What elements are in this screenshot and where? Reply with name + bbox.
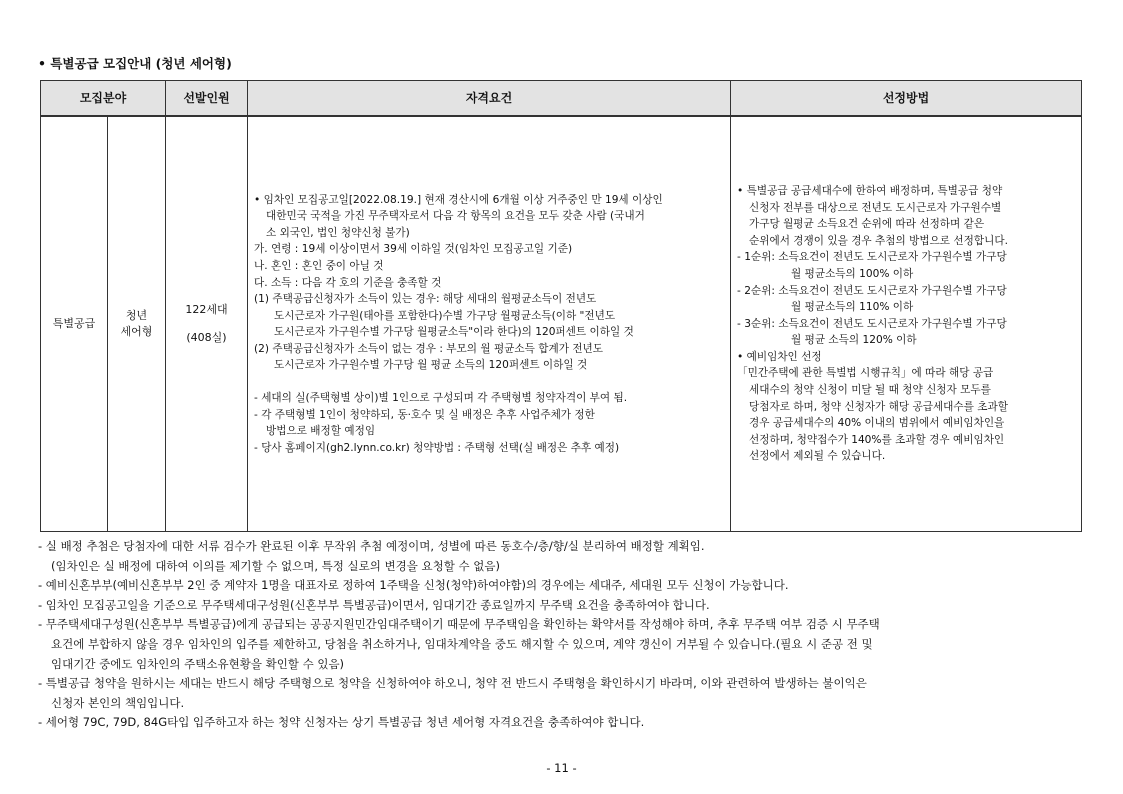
header-count: 선발인원 — [166, 81, 248, 117]
units-count: 122세대 — [185, 303, 228, 316]
note-line: (임차인은 실 배정에 대하여 이의를 제기할 수 없으며, 특정 실로의 변경을 요청할 수 없음) — [51, 558, 500, 573]
requirement-line: 다. 소득 : 다음 각 호의 기준을 충족할 것 — [254, 276, 442, 289]
requirement-line: 도시근로자 가구원수별 가구당 월평균소득"이라 한다)의 120퍼센트 이하일 것 — [274, 326, 634, 339]
note-line: - 세어형 79C, 79D, 84G타입 입주하고자 하는 청약 신청자는 상기 특별공급 청년 세어형 자격요건을 충족하여야 합니다. — [38, 715, 645, 730]
selection-line: 경우 공급세대수의 40% 이내의 범위에서 예비임차인을 — [749, 417, 1005, 430]
selection-line: - 3순위: 소득요건이 전년도 도시근로자 가구원수별 가구당 — [737, 317, 1007, 330]
recruitment-table — [40, 80, 1082, 532]
selection-line: • 특별공급 공급세대수에 한하여 배정하며, 특별공급 청약 — [737, 184, 1003, 197]
requirement-line: - 세대의 실(주택형별 상이)별 1인으로 구성되며 각 주택형별 청약자격이 부여 됨. — [254, 392, 628, 405]
requirement-line: 대한민국 국적을 가진 무주택자로서 다음 각 항목의 요건을 모두 갖춘 사람 (국내거 — [266, 210, 645, 223]
table-row — [41, 116, 1082, 532]
requirement-line: 나. 혼인 : 혼인 중이 아닐 것 — [254, 259, 384, 272]
requirement-line: - 당사 홈페이지(gh2.lynn.co.kr) 청약방법 : 주택형 선택(실 배정은 추후 예정) — [254, 441, 620, 454]
selection-line: 월 평균소득의 100% 이하 — [791, 267, 914, 280]
note-line: - 특별공급 청약을 원하시는 세대는 반드시 해당 주택형으로 청약을 신청하여야 하오니, 청약 전 반드시 주택형을 확인하시기 바라며, 이와 관련하여 발생하는 불이익은 — [38, 676, 867, 691]
selection-line: 순위에서 경쟁이 있을 경우 추첨의 방법으로 선정합니다. — [749, 234, 1008, 247]
selection-line: 신청자 전부를 대상으로 전년도 도시근로자 가구원수별 — [749, 201, 1002, 214]
note-line: 요건에 부합하지 않을 경우 임차인의 입주를 제한하고, 당첨을 취소하거나, 임대차계약을 중도 해지할 수 있으며, 계약 갱신이 거부될 수 있습니다.(필요 시 준공 전 및 — [51, 636, 873, 651]
note-line: 임대기간 중에도 임차인의 주택소유현황을 확인할 수 있음) — [51, 656, 345, 671]
requirement-line: 방법으로 배정할 예정임 — [266, 425, 376, 438]
subcategory-line-2: 세어형 — [120, 325, 153, 338]
subcategory-line-1: 청년 — [125, 309, 148, 322]
selection-line: - 2순위: 소득요건이 전년도 도시근로자 가구원수별 가구당 — [737, 284, 1007, 297]
category-cell — [41, 116, 108, 532]
note-line: 신청자 본인의 책임입니다. — [51, 695, 185, 710]
note-line: - 무주택세대구성원(신혼부부 특별공급)에게 공급되는 공공지원민간임대주택이기 때문에 무주택임을 확인하는 확약서를 작성해야 하며, 추후 무주택 여부 검증 시 무주택 — [38, 617, 880, 632]
requirement-line: • 임차인 모집공고일[2022.08.19.] 현재 경산시에 6개월 이상 거주중인 만 19세 이상인 — [254, 193, 663, 206]
selection-cell — [731, 116, 1082, 532]
table-header-row — [41, 81, 1082, 117]
selection-line: 당첨자로 하며, 청약 신청자가 해당 공급세대수를 초과할 — [749, 400, 1008, 413]
note-line: - 실 배정 추첨은 당첨자에 대한 서류 검수가 완료된 이후 무작위 추첨 예정이며, 성별에 따른 동호수/층/향/실 분리하여 배정할 계획임. — [38, 539, 705, 553]
requirement-line: 도시근로자 가구원(태아를 포함한다)수별 가구당 월평균소득(이하 "전년도 — [274, 309, 616, 322]
count-cell — [166, 116, 248, 532]
requirements-cell — [248, 116, 731, 532]
rooms-count: (408실) — [186, 331, 227, 344]
requirement-line: (2) 주택공급신청자가 소득이 없는 경우 : 부모의 월 평균소득 합계가 전년도 — [254, 342, 604, 355]
note-line: - 임차인 모집공고일을 기준으로 무주택세대구성원(신혼부부 특별공급)이면서, 임대기간 종료일까지 무주택 요건을 충족하여야 합니다. — [38, 597, 710, 612]
selection-line: 가구당 월평균 소득요건 순위에 따라 선정하며 같은 — [749, 218, 985, 231]
page-number: - 11 - — [546, 761, 577, 775]
requirement-line: - 각 주택형별 1인이 청약하되, 동·호수 및 실 배정은 추후 사업주체가 정한 — [254, 408, 595, 421]
header-field: 모집분야 — [41, 81, 166, 117]
selection-line: 세대수의 청약 신청이 미달 될 때 청약 신청자 모두를 — [749, 384, 991, 397]
requirement-line: 소 외국인, 법인 청약신청 불가) — [266, 226, 410, 239]
selection-line: • 예비임차인 선정 — [737, 350, 822, 363]
requirement-line: 가. 연령 : 19세 이상이면서 39세 이하일 것(임차인 모집공고일 기준) — [254, 243, 573, 256]
note-line: - 예비신혼부부(예비신혼부부 2인 중 계약자 1명을 대표자로 정하여 1주택을 신청(청약)하여야함)의 경우에는 세대주, 세대원 모두 신청이 가능합니다. — [38, 578, 789, 593]
category-label: 특별공급 — [52, 317, 96, 330]
header-requirements: 자격요건 — [248, 81, 731, 117]
notes-section — [38, 537, 1088, 733]
selection-line: 월 평균 소득의 120% 이하 — [791, 334, 917, 347]
selection-line: 「민간주택에 관한 특별법 시행규칙」에 따라 해당 공급 — [737, 367, 994, 380]
section-title: • 특별공급 모집안내 (청년 세어형) — [38, 56, 232, 71]
selection-line: - 1순위: 소득요건이 전년도 도시근로자 가구원수별 가구당 — [737, 251, 1007, 264]
header-selection: 선정방법 — [731, 81, 1082, 117]
requirement-line: (1) 주택공급신청자가 소득이 있는 경우: 해당 세대의 월평균소득이 전년도 — [254, 293, 597, 306]
selection-line: 선정하며, 청약접수가 140%를 초과할 경우 예비임차인 — [749, 433, 1005, 446]
selection-line: 월 평균소득의 110% 이하 — [791, 301, 914, 314]
requirement-line: 도시근로자 가구원수별 가구당 월 평균 소득의 120퍼센트 이하일 것 — [274, 359, 588, 372]
selection-line: 선정에서 제외될 수 있습니다. — [749, 450, 886, 463]
subcategory-cell — [108, 116, 166, 532]
